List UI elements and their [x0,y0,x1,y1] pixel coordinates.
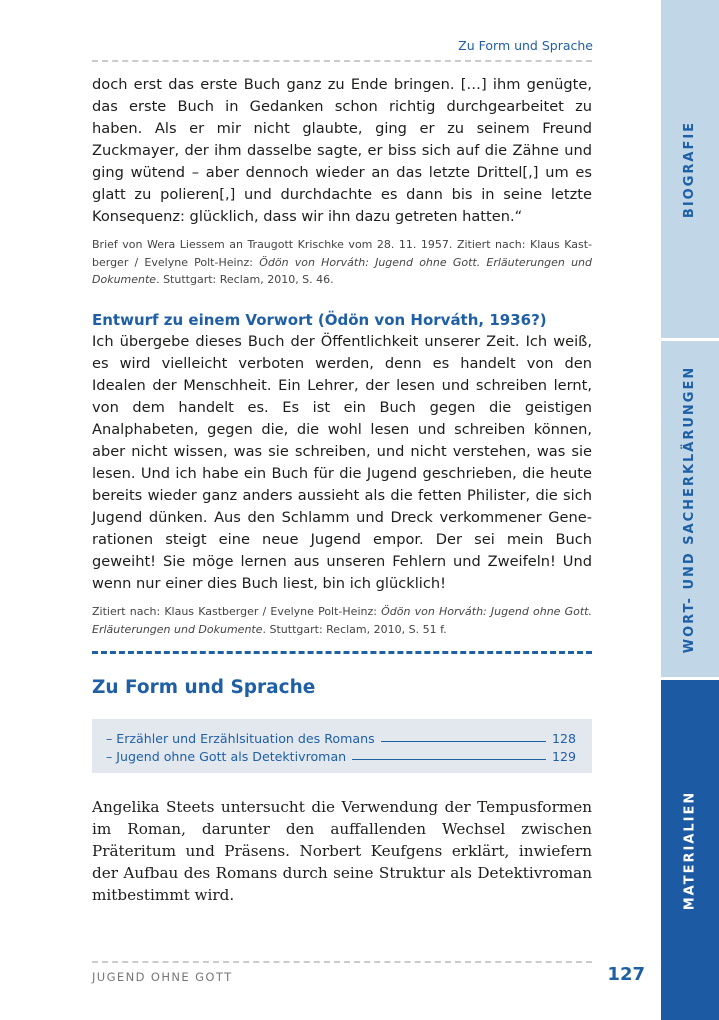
letter-quote [92,74,592,289]
foreword-source [92,603,592,638]
tab-biografie[interactable] [661,0,719,338]
letter-source-pre: Brief von Wera Liessem an Traugott Krischke vom 28. 11. 1957. Zitiert nach: Klaus Kastberger / Evelyne Polt-Heinz: [92,238,592,269]
toc-box [92,719,592,773]
footer-divider [92,961,592,963]
tab-wort-label: WORT- UND SACHERKLÄRUNGEN [682,365,698,653]
section-intro: Angelika Steets untersucht die Verwendung der Tempusformen im Roman, darunter den auffallenden Wechsel zwischen Präteritum und Präsens. Norbert Keufgens erklärt, inwiefern der Aufbau des Romans durch seine Struktur als Detektivroman mitbestimmt wird. [92,798,592,904]
foreword-source-pre: Zitiert nach: Klaus Kastberger / Evelyne Polt-Heinz: [92,605,382,618]
foreword-text: Ich übergebe dieses Buch der Öffentlichkeit unserer Zeit. Ich weiß, es wird vielleicht verboten werden, denn es handelt von den Idealen der Menschheit. Ein Lehrer, der lesen und schreiben lernt, von dem handelt es. Es ist ein Buch gegen die geistigen Analphabeten, gegen die, die wohl lesen und schreiben können, aber nicht wissen, was sie schreiben, und nicht verstehen, was sie lesen. Und ich habe ein Buch für die Jugend geschrieben, die heute bereits wieder ganz anders aussieht als die fetten Philister, die sich Jugend dünken. Aus den Schlamm und Dreck verkommener Generationen steigt eine neue Jugend empor. Der sei mein Buch geweiht! Sie möge lernen aus unseren Fehlern und Zweifeln! Und wenn nur einer dies Buch liest, bin ich glücklich! [92,333,592,592]
toc-leader [352,759,546,760]
letter-text: doch erst das erste Buch ganz zu Ende bringen. […] ihm genügte, das erste Buch in Gedanken schon richtig durchgearbeitet zu haben. Als er mir nicht glaubte, ging er zu seinem Freund Zuckmayer, der ihm dasselbe sagte, er biss sich auf die Zähne und ging wütend – aber dennoch wieder an das letzte Drittel[,] um es glatt zu polieren[,] und durchdachte es dann bis in seine letzte Konsequenz: glücklich, dass wir ihn dazu getreten hatten.“ [92,76,592,225]
tab-biografie-label: BIOGRAFIE [682,120,698,218]
foreword-block [92,309,592,638]
toc-leader [381,741,546,742]
foreword-heading: Entwurf zu einem Vorwort (Ödön von Horváth, 1936?) [92,311,547,329]
tab-materialien[interactable] [661,680,719,1020]
running-head: Zu Form und Sprache [458,38,593,53]
toc-entry[interactable] [106,728,576,746]
section-title: Zu Form und Sprache [92,677,316,698]
footer-book-title: JUGEND OHNE GOTT [92,970,233,984]
section-divider [92,651,592,654]
toc-entry-label: – Jugend ohne Gott als Detektivroman [106,749,347,764]
toc-entry-page: 128 [551,731,576,746]
toc-entry[interactable] [106,746,576,764]
foreword-source-title: Ödön von Horváth: Jugend ohne Gott. Erläuterungen und Dokumente [92,605,592,636]
letter-source-title: Ödön von Horváth: Jugend ohne Gott. Erläuterungen und Dokumente [92,255,593,286]
header-divider [92,60,592,62]
toc-entry-page: 129 [551,749,576,764]
page-number: 127 [607,964,645,985]
tab-wort-und-sacherklaerungen[interactable] [661,341,719,677]
letter-source [92,236,592,289]
toc-entry-label: – Erzähler und Erzählsituation des Romans [106,731,375,746]
foreword-source-post: . Stuttgart: Reclam, 2010, S. 51 f. [262,622,447,636]
tab-materialien-label: MATERIALIEN [682,790,698,910]
letter-source-post: . Stuttgart: Reclam, 2010, S. 46. [156,273,334,286]
